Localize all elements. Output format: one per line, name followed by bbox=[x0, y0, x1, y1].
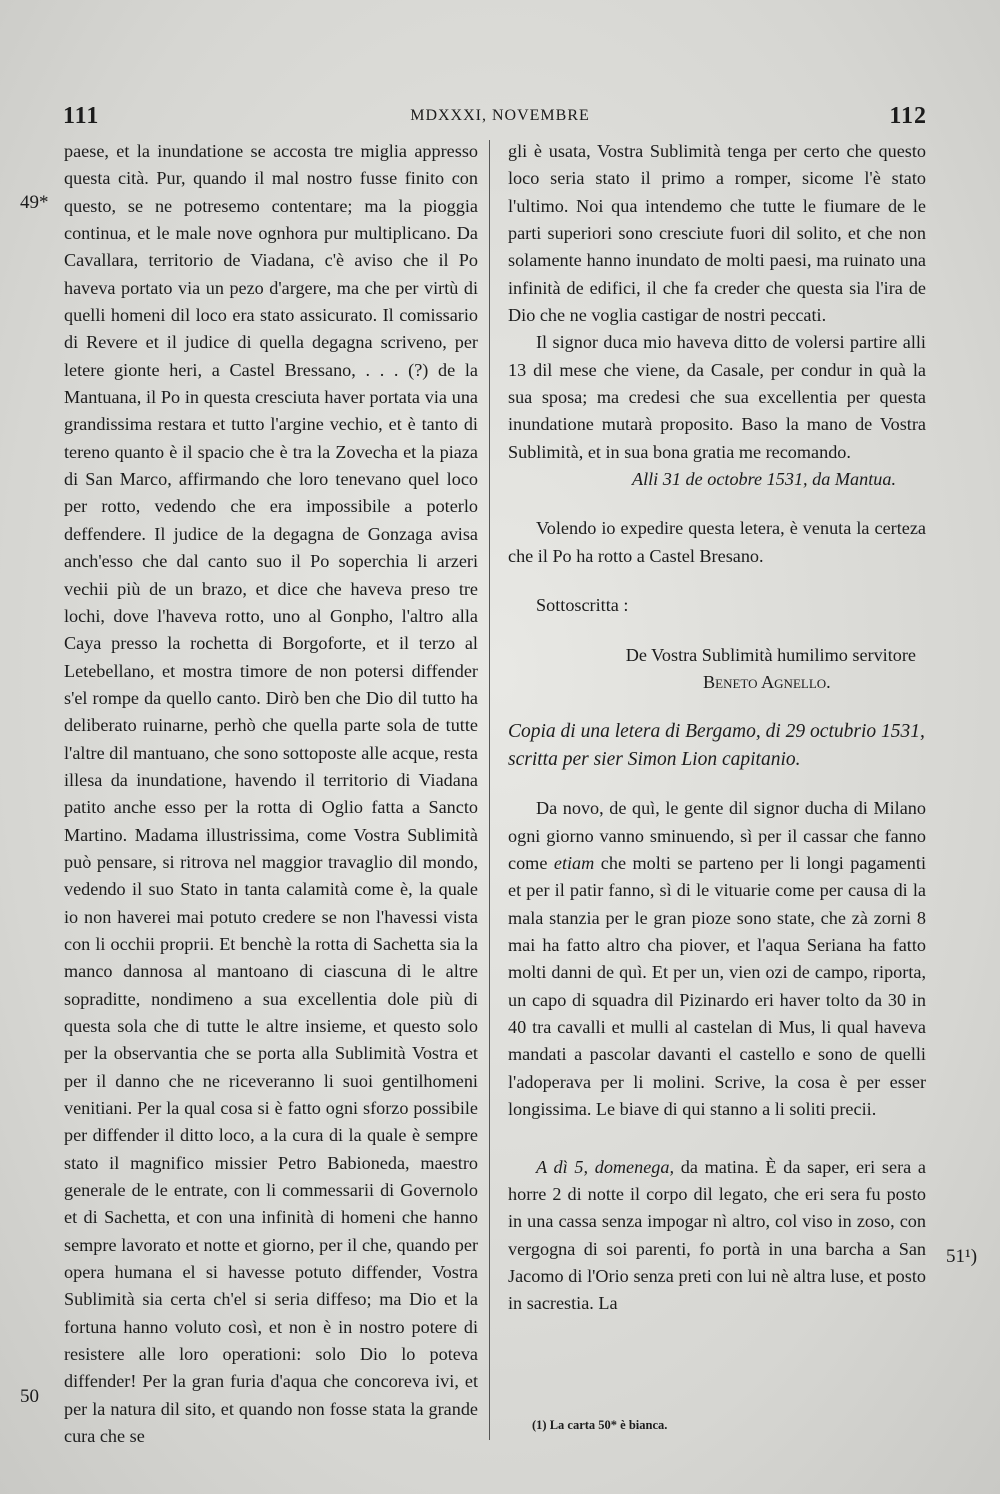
right-paragraph-3: Volendo io expedire questa letera, è venuta la certeza che il Po ha rotto a Castel Bresano. bbox=[508, 518, 926, 566]
right-paragraph-5 bbox=[508, 1154, 926, 1318]
paragraph-4-text-a: Da novo, de quì, le gente dil signor ducha di Milano ogni giorno vanno sminuendo, sì per il cassar che fanno come bbox=[508, 798, 926, 874]
letter-date-line: Alli 31 de octobre 1531, da Mantua. bbox=[631, 469, 896, 490]
page-number-left: 111 bbox=[63, 103, 100, 129]
paragraph-4-italic: etiam bbox=[553, 853, 595, 874]
signature-line: De Vostra Sublimità humilimo servitore bbox=[625, 644, 916, 665]
footnote: (1) La carta 50* è bianca. bbox=[532, 1418, 668, 1432]
letter-heading: Copia di una letera di Bergamo, di 29 octubrio 1531, scritta per sier Simon Lion capitanio. bbox=[508, 721, 925, 770]
running-title: MDXXXI, NOVEMBRE bbox=[410, 107, 590, 124]
right-paragraph-1: gli è usata, Vostra Sublimità tenga per certo che questo loco seria stato il primo a romper, sicome l'è stato l'ultimo. Noi qua intendemo che tutte le fiumare de le parti superiori sono cresciute fuori dil solito, et che non solamente hanno inundato de molti paesi, ma ruinato una infinità de edifici, il che fa creder che questa sia l'ira de Dio che ne voglia castigar de nostri peccati. bbox=[508, 141, 926, 326]
page-number-right: 112 bbox=[889, 103, 927, 129]
left-paragraph-1: paese, et la inundatione se accosta tre miglia appresso questa cità. Pur, quando il mal nostro fusse finito con questo, se ne potresemo contentare; ma la pioggia continua, et le male nove ognhora pur multiplicano. Da Cavallara, territorio de Viadana, c'è aviso che il Po haveva portato via un pezo d'argere, ma che per virtù di quelli homeni dil loco era stato assicurato. Il comissario di Revere et il judice di quella degagna scriveno, per letere gionte heri, a Castel Bressano, . . . (?) de la Mantuana, il Po in questa cresciuta haver portata via una grandissima restara et tutto l'argine vechio, et è tanto di tereno quanto è il spacio che è tra la Zovecha et la piaza di San Marco, affirmando che loro tenevano quel loco per rotto, vedendo che era impossibile a poterlo deffendere. Il judice de la degagna de Gonzaga avisa anch'esso che dal canto suo il Po soperchia li arzeri vechii più de un brazo, et dice che haveva preso tre lochi, dove l'haveva rotto, uno al Gonpho, l'altro alla Caya presso la rochetta di Borgoforte, et il terzo al Letebellano, et mostra timore de non potersi diffender s'el rompe da quello canto. Dirò ben che Dio dil tutto ha deliberato ruinarne, perhò che quella parte sola de tutte l'altre dil mantuano, che sono sottoposte alle acque, resta illesa da inundatione, havendo il territorio di Viadana patito anche esso per la rotta di Oglio fatta a Sancto Martino. Madama illustrissima, come Vostra Sublimità può pensare, si ritrova nel maggior travaglio dil mondo, vedendo il suo Stato in tanta calamità come è, la quale io non haverei mai potuto credere se non l'havessi vista con li occhii proprii. Et benchè la rotta di Sachetta sia la manco dannosa al mantoano di ciascuna di le altre sopraditte, nondimeno a sua excellentia dole più di questa sola che di tutte le altre insieme, et questo solo per la observantia che se porta alla Sublimità Vostra et per il danno che ne riceveranno li suoi gentilhomeni venitiani. Per la qual cosa si è fatto ogni sforzo possibile per diffender il ditto loco, a la cura di la quale è sempre stato il magnifico missier Petro Babioneda, maestro generale de le entrate, con li commessarii di Governolo et di Sachetta, et con una infinità di homeni che hanno sempre lavorato et notte et giorno, per il che, quando per opera humana el si havesse potuto diffender, Vostra Sublimità sia certa ch'el si seria diffeso; ma Dio et la fortuna hanno voluto così, et non è in nostro potere di resistere alle loro operationi: solo Dio lo poteva diffender! Per la gran furia d'aqua che concoreva ivi, et per la natura dil sito, et quando non fosse stata la grande cura che se bbox=[64, 141, 478, 1447]
right-column bbox=[508, 138, 926, 1318]
paragraph-5-text: da matina. È da saper, eri sera a horre 2 di notte il corpo dil legato, che eri sera fu posto in una cassa senza impogar nì altro, col viso in zoso, con vergogna di soi parenti, fo portà in una barcha a San Jacomo di l'Orio senza preti con lui nè altra luse, et posto in sacrestia. La bbox=[508, 1156, 926, 1314]
left-column bbox=[64, 138, 478, 1451]
paragraph-4-text-b: che molti se parteno per li longi pagamenti et per il patir fanno, sì di le vituarie come per causa di la mala stanzia per le gran pioze sono state, che zà zorni 8 mai ha fatto altro cha piover, et l'aqua Seriana ha fatto molti danni de quì. Et per un, vien ozi de campo, riporta, un capo di squadra dil Pizinardo eri haver tolto da 30 in 40 tra cavalli et mulli al castelan di Mus, li qual haveva mandati a pascolar davanti el castello e sono de quelli l'adoperava per li molini. Scrive, la cosa è per esser longissima. Le biave di qui stanno a li soliti precii. bbox=[508, 853, 926, 1120]
right-paragraph-2: Il signor duca mio haveva ditto de volersi partire alli 13 dil mese che viene, da Casale, per condur in quà la sua sposa; ma credesi che sua excellentia per questa inundatione mutarà proposito. Baso la mano de Vostra Sublimità, et in sua bona gratia me recomando. bbox=[508, 332, 926, 462]
margin-note-49: 49* bbox=[20, 192, 49, 213]
paragraph-5-italic: A dì 5, domenega, bbox=[536, 1156, 675, 1177]
margin-note-50: 50 bbox=[20, 1386, 39, 1407]
margin-note-51: 51¹) bbox=[946, 1246, 978, 1267]
signature-name: Beneto Agnello. bbox=[703, 671, 831, 692]
page-header bbox=[0, 103, 1000, 133]
subscribed-label: Sottoscritta : bbox=[536, 595, 629, 616]
column-divider bbox=[489, 140, 490, 1440]
right-paragraph-4 bbox=[508, 795, 926, 1123]
